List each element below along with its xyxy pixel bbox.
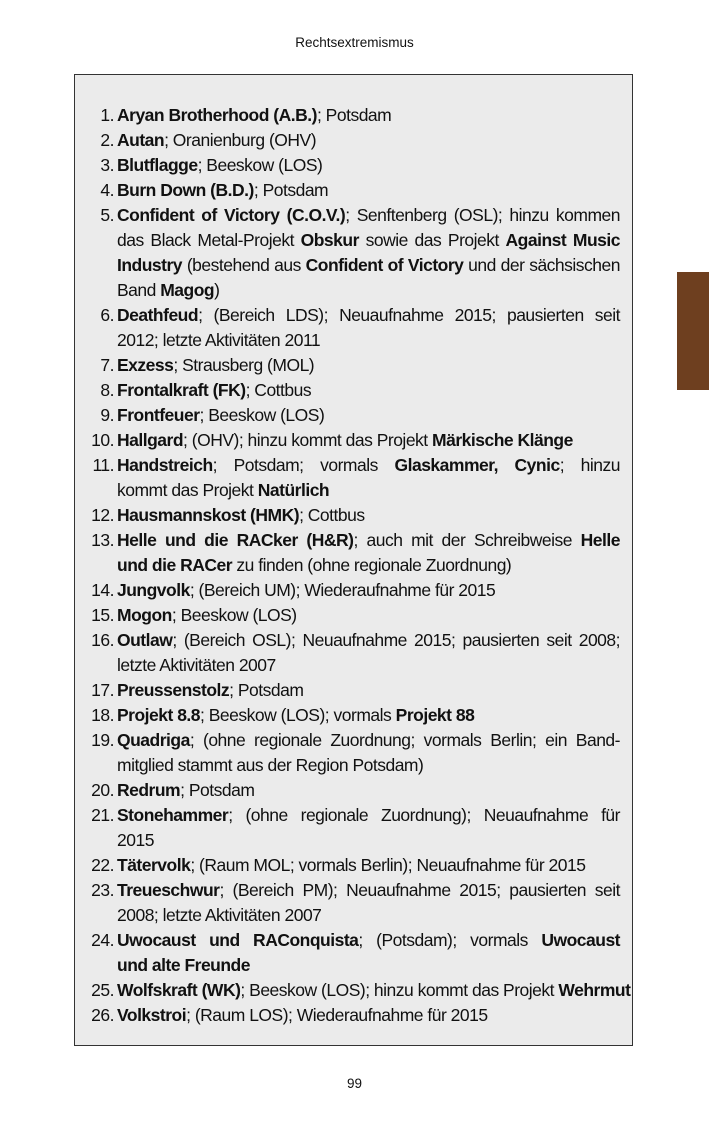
list-item-line xyxy=(117,603,620,628)
list-item-number: 15. xyxy=(91,605,114,625)
item-text: das Black Metal-Projekt xyxy=(117,230,301,250)
band-name: Deathfeud xyxy=(117,305,199,325)
item-text: ; (Raum MOL; vormals Berlin); Neuaufnahme für 2015 xyxy=(190,855,586,875)
item-text: ; auch mit der Schreibweise xyxy=(353,530,581,550)
item-text: ; Potsdam xyxy=(180,780,255,800)
band-name: Uwocaust xyxy=(541,930,620,950)
list-item-number: 5. xyxy=(100,205,114,225)
list-item-number: 2. xyxy=(100,130,114,150)
list-item-number: 14. xyxy=(91,580,114,600)
band-name: Jungvolk xyxy=(117,580,190,600)
list-item-line xyxy=(117,553,620,578)
item-text: ; Beeskow (LOS); hinzu kommt das Projekt xyxy=(240,980,559,1000)
list-item xyxy=(75,203,620,303)
list-item-number: 1. xyxy=(100,105,114,125)
item-text: ; Cottbus xyxy=(245,380,312,400)
item-text: sowie das Projekt xyxy=(358,230,506,250)
list-item-line xyxy=(117,653,620,678)
list-item-line xyxy=(117,578,620,603)
list-item-line xyxy=(117,478,620,503)
list-item-number: 3. xyxy=(100,155,114,175)
list-item xyxy=(75,128,620,153)
list-item-number: 12. xyxy=(91,505,114,525)
item-text: ; (Bereich OSL); Neuaufnahme 2015; pausierten seit 2008; xyxy=(172,630,620,650)
band-name: Stonehammer xyxy=(117,805,229,825)
item-text: ; (Bereich UM); Wiederaufnahme für 2015 xyxy=(189,580,496,600)
band-name: und die RACer xyxy=(117,555,233,575)
list-item xyxy=(75,453,620,503)
item-text: letzte Aktivitäten 2007 xyxy=(117,655,276,675)
band-name: Frontalkraft (FK) xyxy=(117,380,246,400)
list-item-line xyxy=(117,853,620,878)
item-text: ; (Raum LOS); Wiederaufnahme für 2015 xyxy=(186,1005,488,1025)
list-item xyxy=(75,803,620,853)
item-text: ; Senftenberg (OSL); hinzu kommen xyxy=(345,205,621,225)
list-item-number: 26. xyxy=(91,1005,114,1025)
list-item-number: 22. xyxy=(91,855,114,875)
list-item-line xyxy=(117,153,620,178)
band-name: Natürlich xyxy=(257,480,330,500)
band-name: Autan xyxy=(117,130,165,150)
list-item-number: 21. xyxy=(91,805,114,825)
list-item-line xyxy=(117,753,620,778)
item-text: Band xyxy=(117,280,161,300)
band-name: Industry xyxy=(117,255,183,275)
list-item xyxy=(75,728,620,778)
list-item xyxy=(75,928,620,978)
list-item-line xyxy=(117,228,620,253)
list-item xyxy=(75,153,620,178)
item-text: ; Potsdam xyxy=(229,680,304,700)
list-item xyxy=(75,603,620,628)
item-text: ; Oranienburg (OHV) xyxy=(164,130,317,150)
list-item-line xyxy=(117,1003,620,1028)
band-name: Burn Down (B.D.) xyxy=(117,180,254,200)
list-item xyxy=(75,578,620,603)
list-item-number: 13. xyxy=(91,530,114,550)
band-name: Confident of Victory xyxy=(305,255,464,275)
list-item-number: 24. xyxy=(91,930,114,950)
list-item-number: 8. xyxy=(100,380,114,400)
band-name: Hausmannskost (HMK) xyxy=(117,505,300,525)
item-text: ; (Potsdam); vormals xyxy=(358,930,542,950)
list-item xyxy=(75,853,620,878)
band-name: Volkstroi xyxy=(117,1005,187,1025)
band-list-box xyxy=(74,74,633,1046)
item-text: ; (ohne regionale Zuordnung); Neuaufnahme für xyxy=(228,805,620,825)
item-text: ; Potsdam; vormals xyxy=(212,455,395,475)
item-text: ; Beeskow (LOS) xyxy=(171,605,297,625)
list-item-line xyxy=(117,378,620,403)
item-text: 2012; letzte Aktivitäten 2011 xyxy=(117,330,321,350)
band-name: Redrum xyxy=(117,780,181,800)
list-item xyxy=(75,428,620,453)
list-item-line xyxy=(117,828,620,853)
list-item-line xyxy=(117,278,620,303)
list-item-line xyxy=(117,528,620,553)
list-item-line xyxy=(117,903,620,928)
list-item-line xyxy=(117,103,620,128)
list-item xyxy=(75,703,620,728)
list-item xyxy=(75,178,620,203)
chapter-tab-marker xyxy=(677,272,709,390)
list-item xyxy=(75,353,620,378)
band-name: Handstreich xyxy=(117,455,213,475)
list-item-line xyxy=(117,128,620,153)
band-name: Projekt 88 xyxy=(395,705,475,725)
list-item-number: 23. xyxy=(91,880,114,900)
list-item-line xyxy=(117,878,620,903)
list-item-line xyxy=(117,928,620,953)
band-name: Helle und die RACker (H&R) xyxy=(117,530,354,550)
item-text: ; (Bereich LDS); Neuaufnahme 2015; pausierten seit xyxy=(198,305,620,325)
running-header: Rechtsextremismus xyxy=(295,35,414,50)
list-item-number: 18. xyxy=(91,705,114,725)
item-text: ; (OHV); hinzu kommt das Projekt xyxy=(183,430,433,450)
band-name: Tätervolk xyxy=(117,855,191,875)
list-item-line xyxy=(117,678,620,703)
band-name: Wehrmut xyxy=(558,980,631,1000)
item-text: ; Strausberg (MOL) xyxy=(173,355,315,375)
list-item xyxy=(75,778,620,803)
list-item-number: 19. xyxy=(91,730,114,750)
list-item-line xyxy=(117,253,620,278)
item-text: (bestehend aus xyxy=(182,255,306,275)
list-item-number: 16. xyxy=(91,630,114,650)
list-item xyxy=(75,378,620,403)
list-item-number: 20. xyxy=(91,780,114,800)
item-text: ; Beeskow (LOS) xyxy=(197,155,323,175)
item-text: ; Beeskow (LOS) xyxy=(199,405,325,425)
list-item-line xyxy=(117,778,620,803)
band-name: Projekt 8.8 xyxy=(117,705,201,725)
list-item-number: 9. xyxy=(100,405,114,425)
item-text: ; Potsdam xyxy=(253,180,329,200)
list-item-number: 7. xyxy=(100,355,114,375)
list-item-line xyxy=(117,353,620,378)
band-name: Against Music xyxy=(505,230,620,250)
item-text: 2008; letzte Aktivitäten 2007 xyxy=(117,905,322,925)
list-item-line xyxy=(117,328,620,353)
band-name: Frontfeuer xyxy=(117,405,200,425)
band-name: Glaskammer, Cynic xyxy=(394,455,560,475)
band-name: Hallgard xyxy=(117,430,184,450)
list-item-line xyxy=(117,703,620,728)
band-list xyxy=(75,103,631,1028)
list-item-number: 25. xyxy=(91,980,114,1000)
list-item-number: 11. xyxy=(92,455,114,475)
list-item-line xyxy=(117,428,620,453)
list-item-number: 4. xyxy=(100,180,114,200)
item-text: ; hinzu xyxy=(559,455,620,475)
item-text: ; (ohne regionale Zuordnung; vormals Berlin; ein Band- xyxy=(189,730,620,750)
list-item xyxy=(75,1003,620,1028)
list-item-line xyxy=(117,403,620,428)
band-name: Magog xyxy=(160,280,215,300)
item-text: ; (Bereich PM); Neuaufnahme 2015; pausierten seit xyxy=(219,880,620,900)
band-name: Blutflagge xyxy=(117,155,198,175)
list-item-line xyxy=(117,453,620,478)
list-item xyxy=(75,678,620,703)
list-item-line xyxy=(117,303,620,328)
item-text: zu finden (ohne regionale Zuordnung) xyxy=(232,555,512,575)
list-item-number: 6. xyxy=(100,305,114,325)
band-name: Preussenstolz xyxy=(117,680,230,700)
item-text: ; Potsdam xyxy=(316,105,392,125)
list-item xyxy=(75,303,620,353)
band-name: Quadriga xyxy=(117,730,190,750)
band-name: Outlaw xyxy=(117,630,173,650)
band-name: Helle xyxy=(580,530,620,550)
list-item-line xyxy=(117,503,620,528)
list-item-line xyxy=(117,978,631,1003)
band-name: Obskur xyxy=(300,230,359,250)
list-item-number: 17. xyxy=(91,680,114,700)
band-name: Exzess xyxy=(117,355,174,375)
list-item xyxy=(75,628,620,678)
band-name: Confident of Victory (C.O.V.) xyxy=(117,205,346,225)
item-text: ; Cottbus xyxy=(299,505,365,525)
band-name: Aryan Brotherhood (A.B.) xyxy=(117,105,317,125)
item-text: mitglied stammt aus der Region Potsdam) xyxy=(117,755,424,775)
list-item xyxy=(75,103,620,128)
band-name: Märkische Klänge xyxy=(432,430,573,450)
band-name: Treueschwur xyxy=(117,880,220,900)
item-text: kommt das Projekt xyxy=(117,480,258,500)
item-text: ; Beeskow (LOS); vormals xyxy=(200,705,396,725)
band-name: Uwocaust und RAConquista xyxy=(117,930,359,950)
list-item xyxy=(75,403,620,428)
band-name: und alte Freunde xyxy=(117,955,250,975)
band-name: Mogon xyxy=(117,605,172,625)
list-item-line xyxy=(117,178,620,203)
list-item xyxy=(75,878,620,928)
list-item-line xyxy=(117,203,620,228)
list-item-line xyxy=(117,628,620,653)
list-item xyxy=(75,528,620,578)
band-name: Wolfskraft (WK) xyxy=(117,980,241,1000)
item-text: ) xyxy=(214,280,220,300)
list-item xyxy=(75,978,631,1003)
item-text: 2015 xyxy=(117,830,154,850)
item-text: und der sächsischen xyxy=(463,255,620,275)
list-item xyxy=(75,503,620,528)
page-number: 99 xyxy=(346,1076,363,1091)
list-item-number: 10. xyxy=(91,430,114,450)
list-item-line xyxy=(117,803,620,828)
list-item-line xyxy=(117,728,620,753)
list-item-line xyxy=(117,953,620,978)
